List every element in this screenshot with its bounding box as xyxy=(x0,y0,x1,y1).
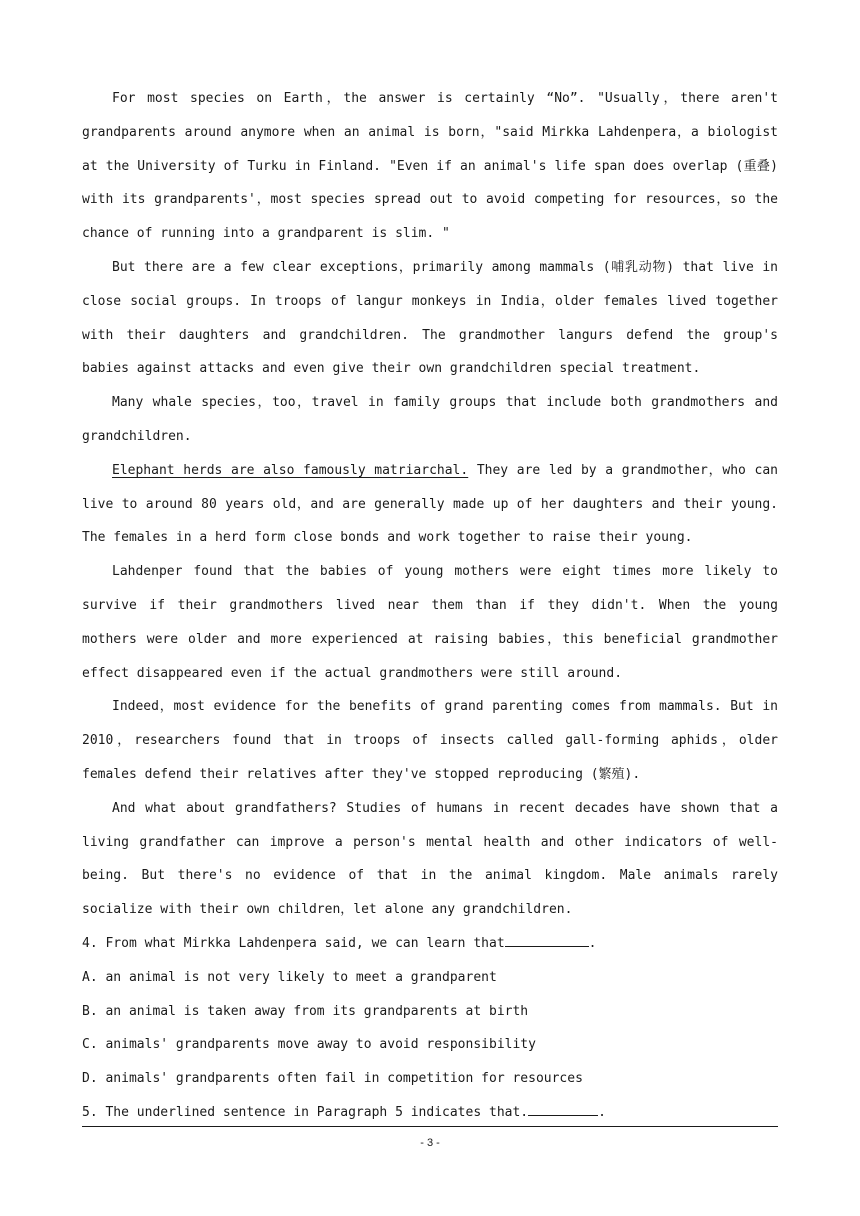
paragraph-5: Lahdenper found that the babies of young mothers were eight times more likely to survive if their grandmothers lived near them than if they didn't. When the young mothers were older and more experienced at raising babies，this beneficial grandmother effect disappeared even if the actual grandmothers were still around. xyxy=(82,564,778,681)
question-5-text: 5. The underlined sentence in Paragraph 5 indicates that. xyxy=(82,1104,529,1120)
paragraph-7: And what about grandfathers? Studies of humans in recent decades have shown that a living grandfather can improve a person's mental health and other indicators of well-being. But there's no evidence of that in the animal kingdom. Male animals rarely socialize with their own children，let alone any grandchildren. xyxy=(82,800,778,918)
question-4-stem xyxy=(82,927,778,961)
underlined-sentence: Elephant herds are also famously matriarchal. xyxy=(112,462,469,478)
document-page xyxy=(82,82,778,1130)
answer-blank-5 xyxy=(528,1101,598,1116)
question-4-option-b: B. an animal is taken away from its grandparents at birth xyxy=(82,1003,529,1019)
question-4-option-d: D. animals' grandparents often fail in competition for resources xyxy=(82,1071,583,1087)
paragraph-6: Indeed，most evidence for the benefits of grand parenting comes from mammals. But in 2010，researchers found that in troops of insects called gall-forming aphids，older females defend their relatives after they've stopped reproducing (繁殖). xyxy=(82,699,778,782)
paragraph-3: Many whale species，too，travel in family groups that include both grandmothers and grandchildren. xyxy=(82,395,778,444)
question-5-end: . xyxy=(598,1104,606,1120)
question-4-end: . xyxy=(588,935,597,951)
page-number: - 3 - xyxy=(420,1137,440,1149)
question-4-text: 4. From what Mirkka Lahdenpera said, we can learn that xyxy=(82,935,505,951)
paragraph-2: But there are a few clear exceptions，primarily among mammals (哺乳动物) that live in close social groups. In troops of langur monkeys in India，older females lived together with their daughters and grandchildren. The grandmother langurs defend the group's babies against attacks and even give their own grandchildren special treatment. xyxy=(82,259,778,377)
paragraph-1: For most species on Earth，the answer is certainly “No”. "Usually，there aren't grandparents around anymore when an animal is born，"said Mirkka Lahdenpera，a biologist at the University of Turku in Finland. "Even if an animal's life span does overlap (重叠) with its grandparents'，most species spread out to avoid competing for resources，so the chance of running into a grandparent is slim. " xyxy=(82,91,778,242)
paragraph-4-rest: They are led by a grandmother，who can live to around 80 years old，and are generally made up of her daughters and their young. The females in a herd form close bonds and work together to raise their young. xyxy=(82,462,778,546)
question-5-stem xyxy=(82,1096,778,1130)
footer-divider xyxy=(82,1126,778,1127)
paragraph-4 xyxy=(82,454,778,555)
question-4-option-c: C. animals' grandparents move away to avoid responsibility xyxy=(82,1037,536,1053)
answer-blank-4 xyxy=(505,932,589,947)
question-4-option-a: A. an animal is not very likely to meet a grandparent xyxy=(82,969,497,985)
